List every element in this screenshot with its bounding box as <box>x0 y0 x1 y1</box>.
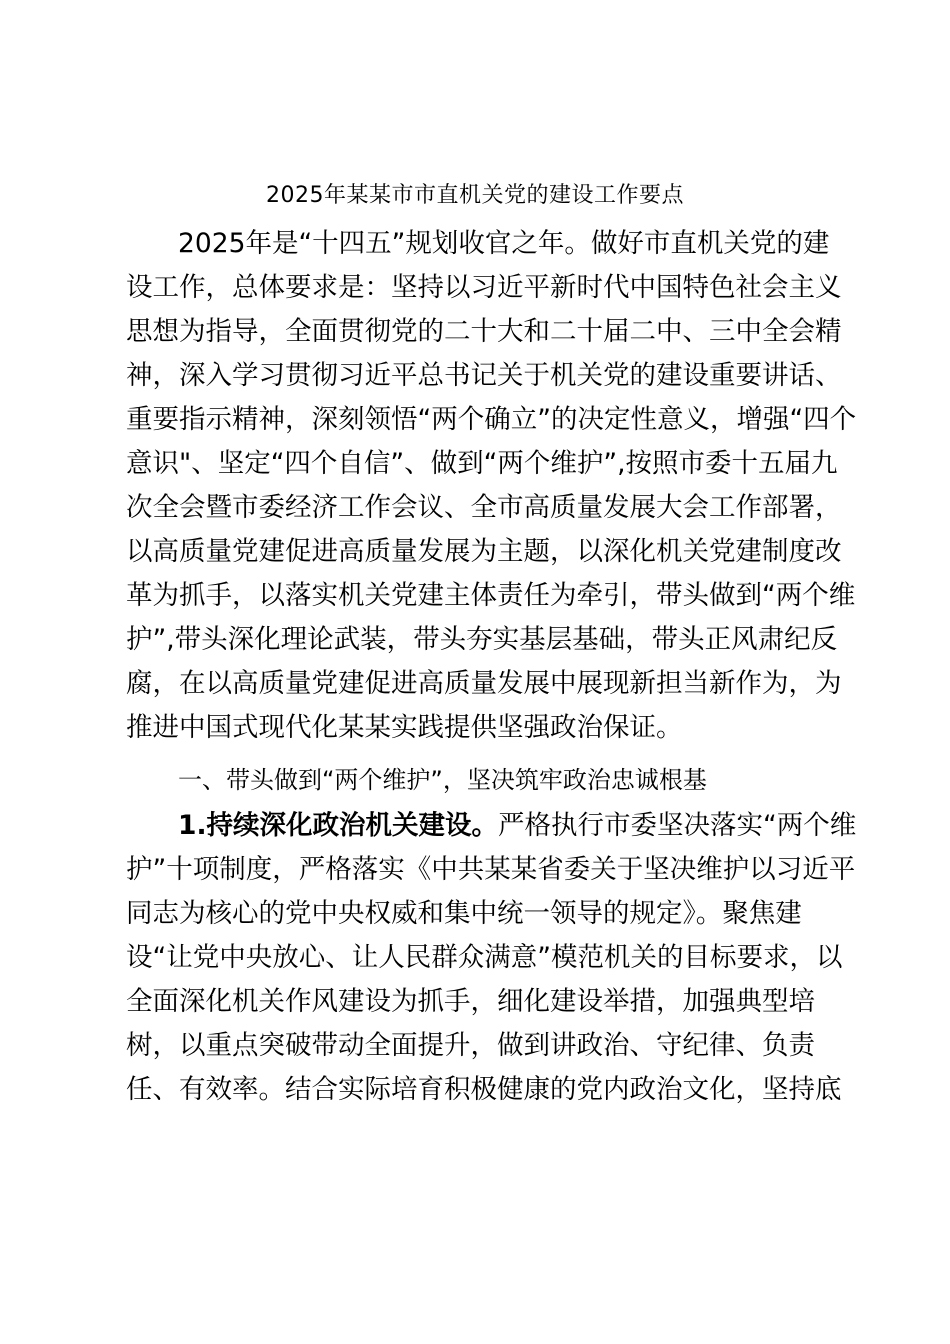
section-heading-1: 一、带头做到“两个维护”，坚决筑牢政治忠诚根基 <box>178 766 707 794</box>
intro-line-4: 神，深入学习贯彻习近平总书记关于机关党的建设重要讲话、 <box>126 360 842 391</box>
intro-line-10: 护”,带头深化理论武装，带头夯实基层基础，带头正风肃纪反 <box>126 624 838 655</box>
intro-line-12: 推进中国式现代化某某实践提供坚强政治保证。 <box>126 712 683 743</box>
item1-line-2: 护”十项制度，严格落实《中共某某省委关于坚决维护以习近平 <box>126 854 856 885</box>
item1-line-6: 树，以重点突破带动全面提升，做到讲政治、守纪律、负责 <box>126 1030 815 1061</box>
document-title: 2025年某某市市直机关党的建设工作要点 <box>266 183 684 208</box>
item1-line-3: 同志为核心的党中央权威和集中统一领导的规定》。聚焦建 <box>126 898 802 929</box>
item1-line-4: 设“让党中央放心、让人民群众满意”模范机关的目标要求，以 <box>126 942 843 973</box>
intro-line-8: 以高质量党建促进高质量发展为主题，以深化机关党建制度改 <box>126 536 842 567</box>
intro-line-6: 意识"、坚定“四个自信”、做到“两个维护”,按照市委十五届九 <box>126 448 838 479</box>
item1-first-rest: 严格执行市委坚决落实“两个维 <box>498 810 857 841</box>
intro-line-3: 思想为指导，全面贯彻党的二十大和二十届二中、三中全会精 <box>126 316 842 347</box>
intro-line-5: 重要指示精神，深刻领悟“两个确立”的决定性意义，增强“四个 <box>126 404 857 435</box>
item1-line-7: 任、有效率。结合实际培育积极健康的党内政治文化，坚持底 <box>126 1074 842 1105</box>
item1-title: 1.持续深化政治机关建设。 <box>178 810 499 841</box>
intro-line-11: 腐，在以高质量党建促进高质量发展中展现新担当新作为，为 <box>126 668 842 699</box>
intro-line-1: 2025年是“十四五”规划收官之年。做好市直机关党的建 <box>178 228 830 259</box>
intro-line-7: 次全会暨市委经济工作会议、全市高质量发展大会工作部署， <box>126 492 842 523</box>
item1-first-line <box>178 806 856 846</box>
item1-line-5: 全面深化机关作风建设为抓手，细化建设举措，加强典型培 <box>126 986 815 1017</box>
intro-line-9: 革为抓手，以落实机关党建主体责任为牵引，带头做到“两个维 <box>126 580 856 611</box>
intro-line-2: 设工作，总体要求是：坚持以习近平新时代中国特色社会主义 <box>126 272 842 303</box>
